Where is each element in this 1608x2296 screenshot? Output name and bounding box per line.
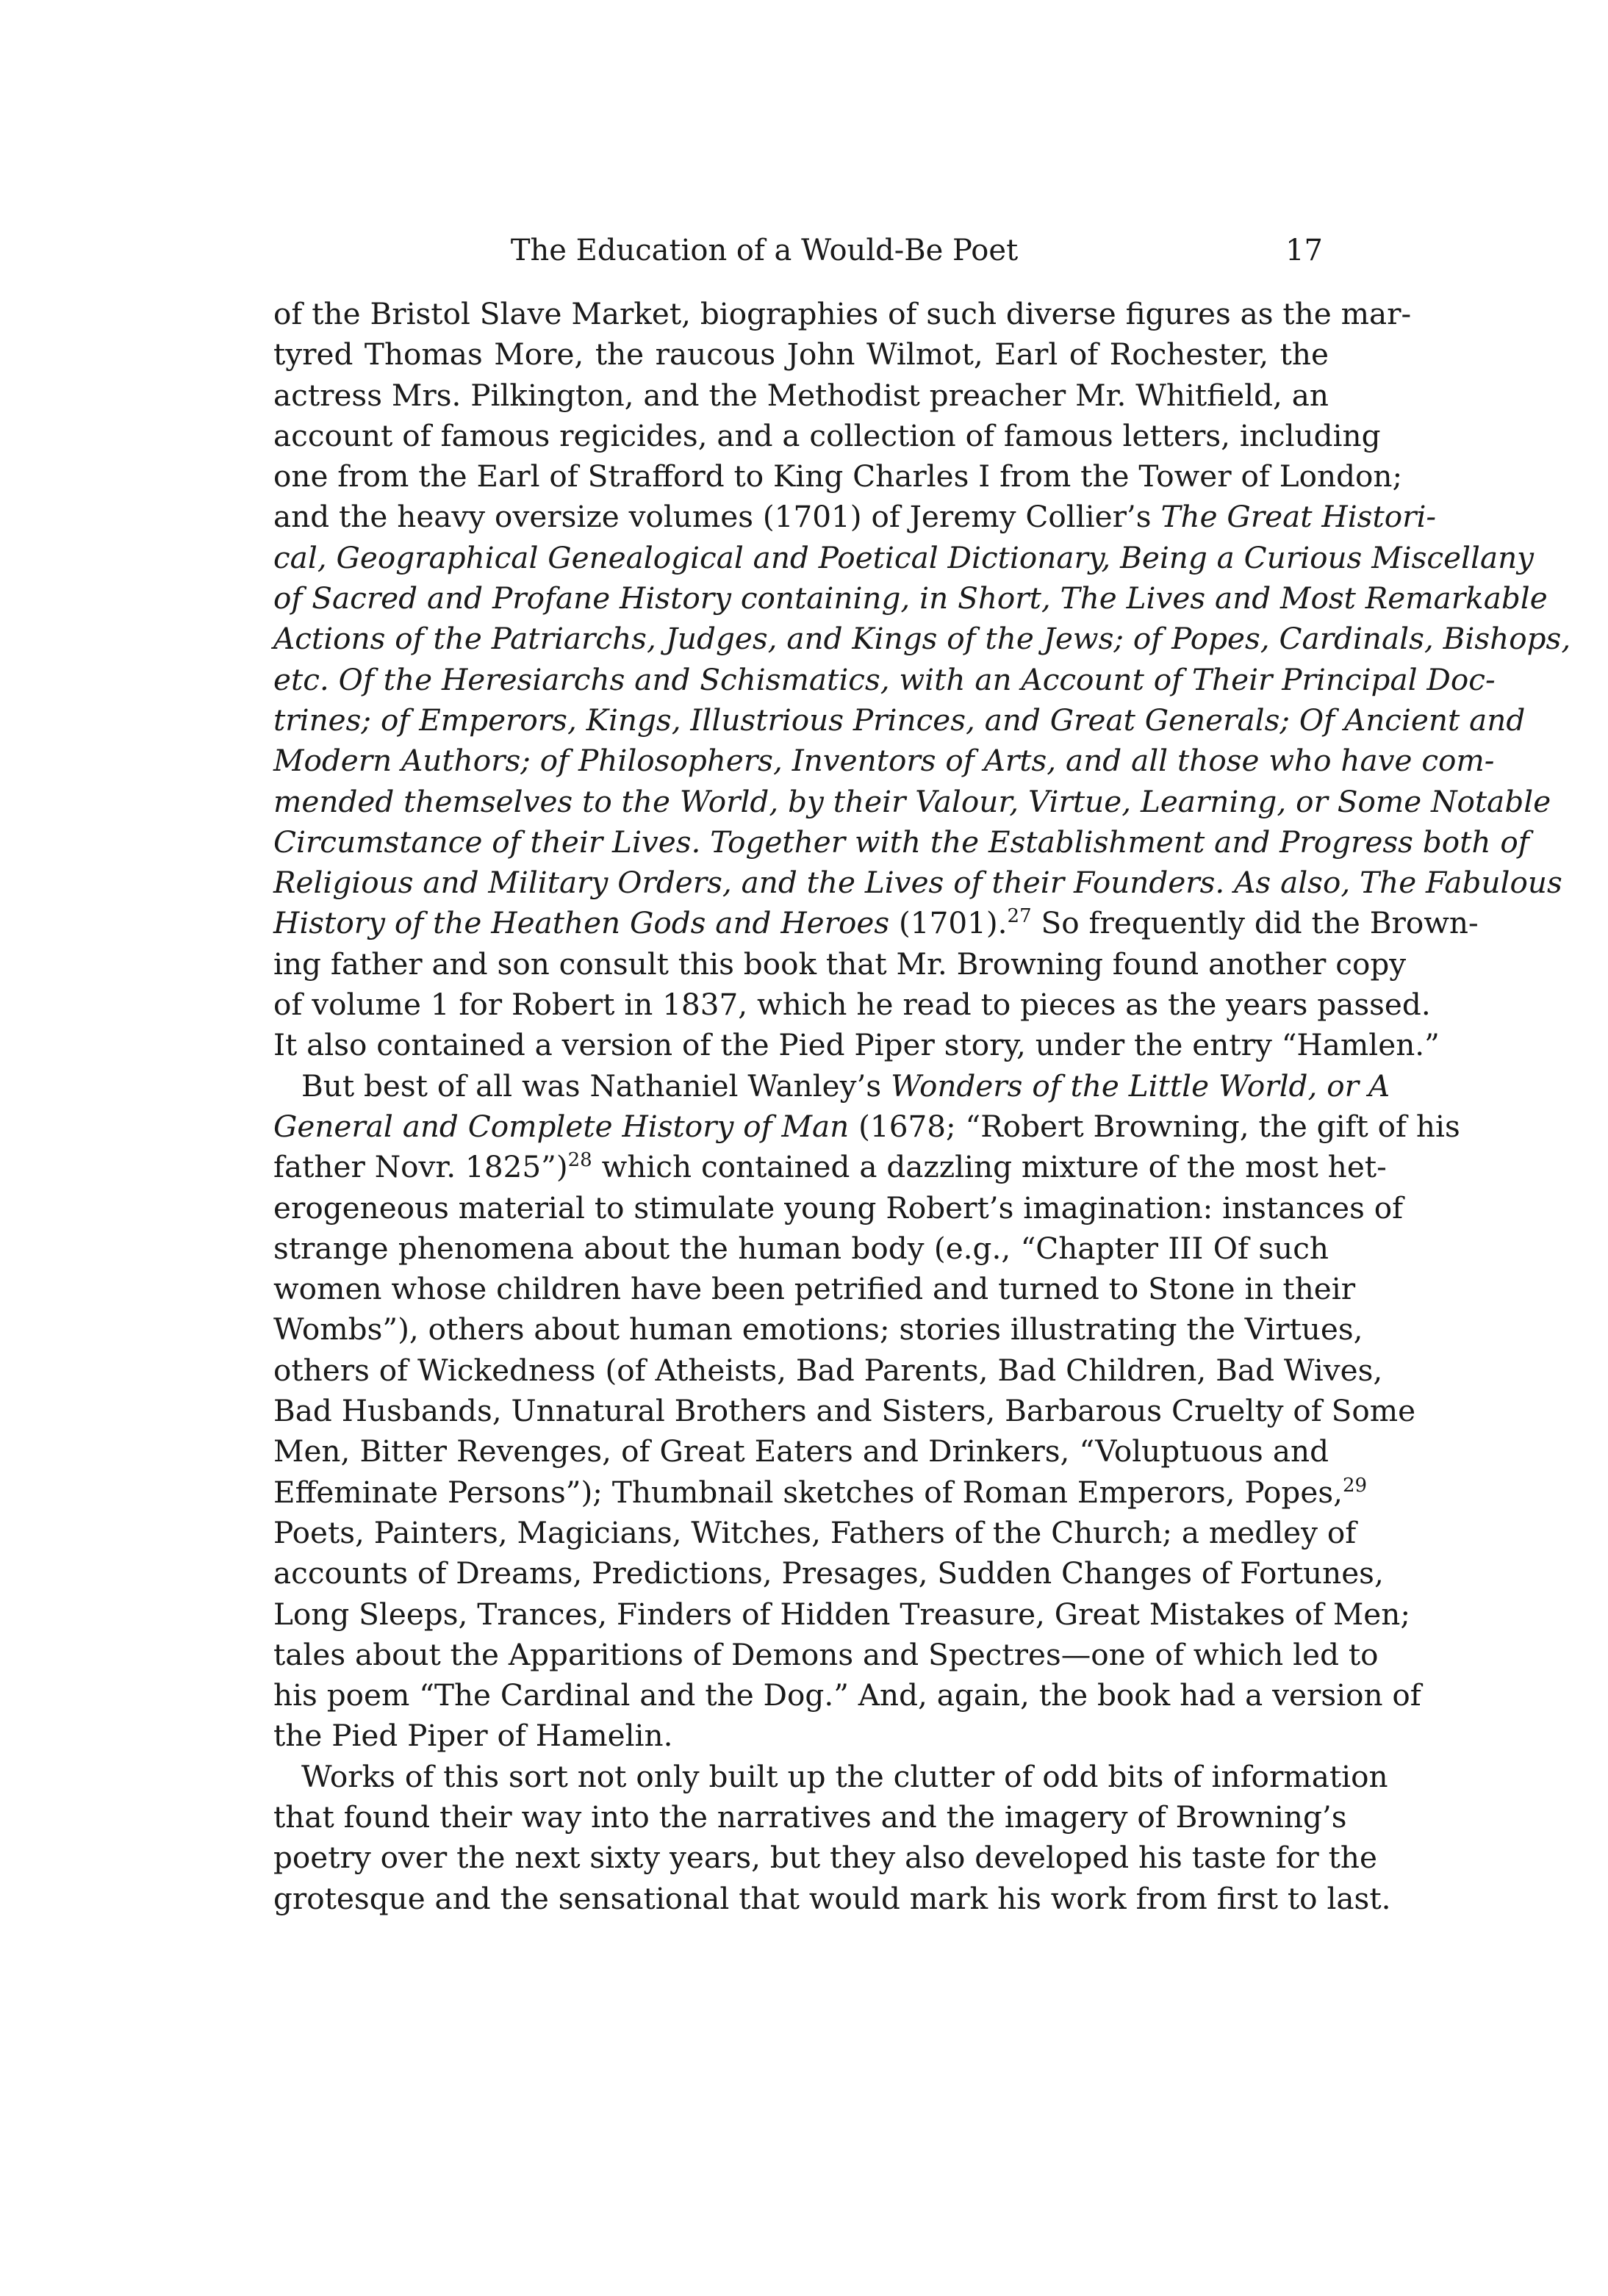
text-line: Works of this sort not only built up the clutter of odd bits of information (301, 1758, 1388, 1794)
body-text (273, 294, 1571, 1919)
text-line: tyred Thomas More, the raucous John Wilmot, Earl of Rochester, the (273, 337, 1329, 373)
text-line: others of Wickedness (of Atheists, Bad Parents, Bad Children, Bad Wives, (273, 1352, 1383, 1388)
text-line (273, 1472, 1368, 1513)
text-line: erogeneous material to stimulate young Robert’s imagination: instances of (273, 1190, 1404, 1226)
book-title: Wonders of the Little World, or A (891, 1068, 1390, 1104)
text-run: So frequently did the Brown- (1031, 905, 1479, 941)
text-line (273, 1066, 1390, 1106)
text-run: and the heavy oversize volumes (1701) of Jeremy Collier’s (273, 499, 1161, 535)
text-line: Wombs”), others about human emotions; stories illustrating the Virtues, (273, 1311, 1363, 1347)
text-line: Men, Bitter Revenges, of Great Eaters and Drinkers, “Voluptuous and (273, 1433, 1329, 1469)
page-number: 17 (1285, 234, 1323, 267)
text-line (273, 903, 1479, 943)
paragraph-1 (273, 294, 1571, 1066)
text-line: actress Mrs. Pilkington, and the Methodist preacher Mr. Whitfield, an (273, 377, 1329, 413)
text-line (273, 497, 1437, 537)
text-run: But best of all was Nathaniel Wanley’s (301, 1068, 891, 1104)
running-title: The Education of a Would-Be Poet (510, 234, 1019, 267)
book-title-line: cal, Geographical Genealogical and Poetical Dictionary, Being a Curious Miscellany (273, 539, 1535, 575)
footnote-ref[interactable]: 29 (1342, 1474, 1368, 1497)
book-title-line: Actions of the Patriarchs, Judges, and Kings of the Jews; of Popes, Cardinals, Bishops, (273, 621, 1571, 657)
text-line: Bad Husbands, Unnatural Brothers and Sisters, Barbarous Cruelty of Some (273, 1393, 1416, 1429)
book-title: General and Complete History of Man (273, 1108, 850, 1144)
text-line: tales about the Apparitions of Demons and Spectres—one of which led to (273, 1636, 1379, 1672)
footnote-ref[interactable]: 28 (567, 1149, 592, 1172)
book-title-line: Modern Authors; of Philosophers, Inventors of Arts, and all those who have com- (273, 743, 1495, 779)
text-line: account of famous regicides, and a collection of famous letters, including (273, 417, 1381, 453)
paragraph-3 (273, 1757, 1391, 1919)
footnote-ref[interactable]: 27 (1007, 905, 1032, 928)
book-title-line: Religious and Military Orders, and the Lives of their Founders. As also, The Fabulous (273, 865, 1562, 901)
text-run: which contained a dazzling mixture of the most het- (592, 1149, 1387, 1185)
text-line: of volume 1 for Robert in 1837, which he read to pieces as the years passed. (273, 987, 1431, 1023)
text-line: accounts of Dreams, Predictions, Presages, Sudden Changes of Fortunes, (273, 1555, 1384, 1591)
text-run: (1678; “Robert Browning, the gift of his (849, 1108, 1460, 1144)
text-run: (1701). (889, 905, 1008, 941)
text-line: ing father and son consult this book that Mr. Browning found another copy (273, 946, 1407, 982)
text-line: that found their way into the narratives and the imagery of Browning’s (273, 1799, 1347, 1835)
text-line: his poem “The Cardinal and the Dog.” And, again, the book had a version of (273, 1677, 1421, 1713)
book-title-line: etc. Of the Heresiarchs and Schismatics, with an Account of Their Principal Doc- (273, 661, 1496, 697)
text-line: poetry over the next sixty years, but they also developed his taste for the (273, 1840, 1377, 1876)
text-line (273, 1147, 1387, 1187)
book-title: The Great Histori- (1160, 499, 1437, 535)
text-line: one from the Earl of Strafford to King Charles I from the Tower of London; (273, 458, 1403, 494)
text-line: of the Bristol Slave Market, biographies of such diverse figures as the mar- (273, 296, 1412, 331)
text-line: the Pied Piper of Hamelin. (273, 1718, 673, 1754)
text-line (273, 1106, 1460, 1147)
text-line: grotesque and the sensational that would mark his work from first to last. (273, 1880, 1391, 1916)
book-title-line: mended themselves to the World, by their Valour, Virtue, Learning, or Some Notable (273, 783, 1551, 819)
book-title-line: Circumstance of their Lives. Together with the Establishment and Progress both of (273, 824, 1529, 860)
book-title-line: trines; of Emperors, Kings, Illustrious Princes, and Great Generals; Of Ancient and (273, 702, 1526, 738)
book-title: History of the Heathen Gods and Heroes (273, 905, 890, 941)
text-line: It also contained a version of the Pied Piper story, under the entry “Hamlen.” (273, 1027, 1440, 1063)
text-line: Poets, Painters, Magicians, Witches, Fathers of the Church; a medley of (273, 1514, 1357, 1550)
running-header (272, 234, 1330, 278)
text-run: father Novr. 1825”) (273, 1149, 568, 1185)
text-run: Effeminate Persons”); Thumbnail sketches of Roman Emperors, Popes, (273, 1474, 1343, 1510)
text-line: women whose children have been petrified and turned to Stone in their (273, 1271, 1356, 1307)
text-line: strange phenomena about the human body (e.g., “Chapter III Of such (273, 1230, 1329, 1266)
text-line: Long Sleeps, Trances, Finders of Hidden Treasure, Great Mistakes of Men; (273, 1596, 1410, 1632)
paragraph-2 (273, 1066, 1460, 1757)
book-title-line: of Sacred and Profane History containing, in Short, The Lives and Most Remarkable (273, 580, 1548, 616)
